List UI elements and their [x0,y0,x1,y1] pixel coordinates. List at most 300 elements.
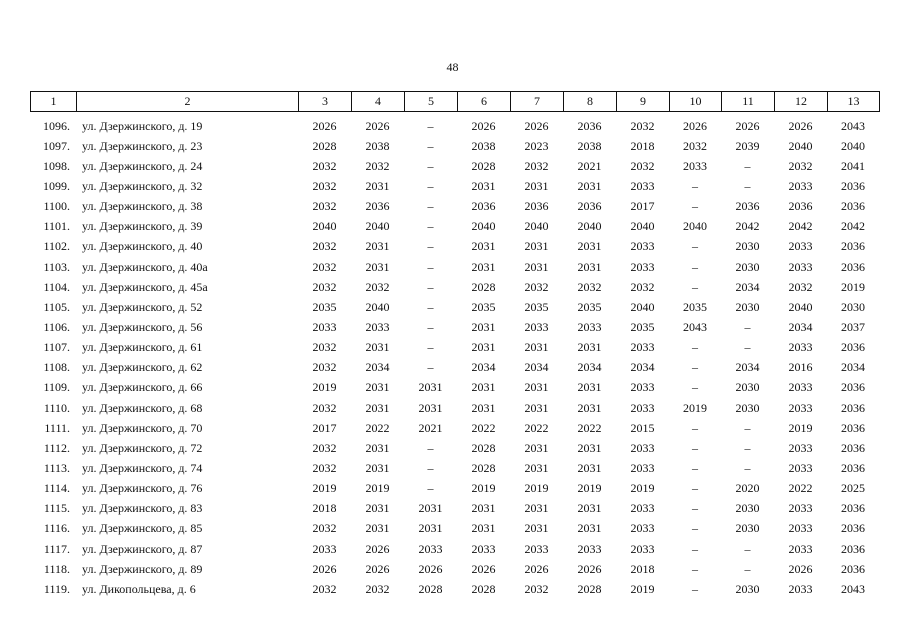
year-cell-col-10: – [692,521,698,536]
table-row [30,176,879,196]
table-row [30,338,879,358]
year-cell-col-3: 2032 [312,239,337,254]
year-cell-col-12: 2040 [788,138,813,153]
year-cell-col-4: 2031 [365,239,390,254]
row-number-cell: 1102. [43,239,70,254]
year-cell-col-10: – [692,199,698,214]
year-cell-col-4: 2032 [365,581,390,596]
row-number-cell: 1100. [43,199,70,214]
year-cell-col-8: 2028 [577,581,602,596]
year-cell-col-12: 2032 [788,158,813,173]
year-cell-col-4: 2026 [365,561,390,576]
address-cell: ул. Дзержинского, д. 40а [82,259,208,274]
year-cell-col-7: 2032 [524,581,549,596]
year-cell-col-7: 2034 [524,360,549,375]
year-cell-col-5: 2021 [418,420,443,435]
year-cell-col-12: 2026 [788,118,813,133]
address-cell: ул. Дзержинского, д. 68 [82,400,203,415]
year-cell-col-11: – [744,340,751,355]
year-cell-col-7: 2032 [524,279,549,294]
table-row [30,257,879,277]
year-cell-col-10: 2019 [683,400,707,415]
year-cell-col-4: 2032 [365,279,390,294]
year-cell-col-10: – [692,440,698,455]
year-cell-col-8: 2031 [577,440,602,455]
year-cell-col-13: 2040 [841,138,865,153]
row-number-cell: 1113. [43,460,70,475]
table-row [30,499,879,519]
year-cell-col-9: 2034 [630,360,655,375]
year-cell-col-13: 2036 [841,199,865,214]
year-cell-col-3: 2018 [312,501,337,516]
year-cell-col-11: 2034 [735,360,760,375]
year-cell-col-6: 2028 [471,279,496,294]
row-number-cell: 1104. [43,279,70,294]
year-cell-col-7: 2031 [524,400,549,415]
year-cell-col-8: 2032 [577,279,602,294]
year-cell-col-3: 2032 [312,279,337,294]
table-row [30,116,879,136]
year-cell-col-11: 2039 [735,138,760,153]
year-cell-col-12: 2033 [788,460,813,475]
year-cell-col-3: 2033 [312,541,337,556]
year-cell-col-13: 2036 [841,239,865,254]
year-cell-col-11: – [744,460,751,475]
year-cell-col-12: 2033 [788,178,813,193]
year-cell-col-9: 2015 [630,420,655,435]
table-row [30,297,879,317]
year-cell-col-9: 2035 [630,319,655,334]
table-row [30,579,879,599]
table-row [30,539,879,559]
year-cell-col-7: 2031 [524,259,549,274]
year-cell-col-8: 2031 [577,259,602,274]
address-cell: ул. Дзержинского, д. 39 [82,219,203,234]
table-row [30,438,879,458]
year-cell-col-8: 2036 [577,118,602,133]
year-cell-col-13: 2036 [841,501,865,516]
year-cell-col-13: 2036 [841,259,865,274]
row-number-cell: 1101. [43,219,70,234]
year-cell-col-13: 2036 [841,178,865,193]
year-cell-col-13: 2036 [841,340,865,355]
row-number-cell: 1097. [43,138,70,153]
year-cell-col-3: 2032 [312,521,337,536]
year-cell-col-8: 2031 [577,380,602,395]
row-number-cell: 1109. [43,380,70,395]
year-cell-col-11: 2042 [735,219,760,234]
year-cell-col-13: 2043 [841,581,865,596]
year-cell-col-12: 2033 [788,541,813,556]
year-cell-col-4: 2031 [365,380,390,395]
year-cell-col-6: 2036 [471,199,496,214]
year-cell-col-8: 2033 [577,541,602,556]
year-cell-col-8: 2019 [577,481,602,496]
year-cell-col-4: 2031 [365,340,390,355]
year-cell-col-6: 2031 [471,380,496,395]
year-cell-col-12: 2040 [788,299,813,314]
year-cell-col-7: 2031 [524,521,549,536]
header-row [31,92,880,112]
row-number-cell: 1106. [43,319,70,334]
header-cell-col-7: 7 [511,92,564,112]
year-cell-col-6: 2028 [471,158,496,173]
year-cell-col-9: 2033 [630,460,655,475]
year-cell-col-10: – [692,279,698,294]
data-table [30,116,879,599]
year-cell-col-7: 2036 [524,199,549,214]
year-cell-col-9: 2032 [630,118,655,133]
year-cell-col-5: 2031 [418,521,443,536]
table-row [30,277,879,297]
year-cell-col-4: 2031 [365,440,390,455]
year-cell-col-11: – [744,319,751,334]
year-cell-col-7: 2031 [524,340,549,355]
row-number-cell: 1117. [43,541,70,556]
year-cell-col-6: 2031 [471,501,496,516]
year-cell-col-5: – [427,279,434,294]
year-cell-col-4: 2026 [365,541,390,556]
year-cell-col-13: 2034 [841,360,865,375]
year-cell-col-7: 2019 [524,481,549,496]
year-cell-col-11: 2030 [735,239,760,254]
year-cell-col-7: 2035 [524,299,549,314]
table-row [30,398,879,418]
year-cell-col-3: 2040 [312,219,337,234]
year-cell-col-3: 2028 [312,138,337,153]
year-cell-col-11: 2030 [735,501,760,516]
year-cell-col-7: 2031 [524,178,549,193]
year-cell-col-6: 2031 [471,259,496,274]
year-cell-col-7: 2022 [524,420,549,435]
address-cell: ул. Дзержинского, д. 74 [82,460,203,475]
year-cell-col-10: 2043 [683,319,707,334]
table-row [30,136,879,156]
table-row [30,519,879,539]
year-cell-col-5: – [427,259,434,274]
year-cell-col-6: 2031 [471,400,496,415]
year-cell-col-11: 2030 [735,380,760,395]
year-cell-col-6: 2035 [471,299,496,314]
row-number-cell: 1105. [43,299,70,314]
year-cell-col-4: 2022 [365,420,390,435]
year-cell-col-3: 2026 [312,561,337,576]
year-cell-col-13: 2019 [841,279,865,294]
year-cell-col-10: – [692,501,698,516]
year-cell-col-3: 2032 [312,340,337,355]
address-cell: ул. Дзержинского, д. 87 [82,541,203,556]
year-cell-col-10: – [692,360,698,375]
year-cell-col-11: 2020 [735,481,760,496]
year-cell-col-9: 2018 [630,138,655,153]
table-row [30,559,879,579]
year-cell-col-13: 2036 [841,561,865,576]
year-cell-col-12: 2033 [788,340,813,355]
year-cell-col-11: 2030 [735,299,760,314]
year-cell-col-3: 2032 [312,178,337,193]
address-cell: ул. Дзержинского, д. 56 [82,319,203,334]
year-cell-col-4: 2036 [365,199,390,214]
year-cell-col-6: 2040 [471,219,496,234]
year-cell-col-7: 2026 [524,118,549,133]
row-number-cell: 1111. [44,420,70,435]
year-cell-col-4: 2019 [365,481,390,496]
year-cell-col-10: – [692,420,698,435]
year-cell-col-4: 2034 [365,360,390,375]
year-cell-col-13: 2036 [841,380,865,395]
year-cell-col-11: 2030 [735,259,760,274]
year-cell-col-9: 2019 [630,481,655,496]
year-cell-col-12: 2033 [788,239,813,254]
table-row [30,217,879,237]
row-number-cell: 1099. [43,178,70,193]
address-cell: ул. Дикопольцева, д. 6 [82,581,196,596]
header-cell-col-4: 4 [352,92,405,112]
year-cell-col-8: 2031 [577,400,602,415]
year-cell-col-11: – [744,541,751,556]
row-number-cell: 1103. [43,259,70,274]
year-cell-col-12: 2033 [788,440,813,455]
year-cell-col-11: 2030 [735,581,760,596]
year-cell-col-7: 2026 [524,561,549,576]
header-cell-col-9: 9 [617,92,670,112]
year-cell-col-9: 2040 [630,299,655,314]
year-cell-col-7: 2031 [524,380,549,395]
table-row [30,418,879,438]
address-cell: ул. Дзержинского, д. 85 [82,521,203,536]
year-cell-col-10: – [692,561,698,576]
address-cell: ул. Дзержинского, д. 61 [82,340,203,355]
year-cell-col-5: – [427,460,434,475]
year-cell-col-7: 2023 [524,138,549,153]
year-cell-col-5: – [427,178,434,193]
year-cell-col-11: 2030 [735,521,760,536]
header-cell-col-1: 1 [31,92,77,112]
year-cell-col-3: 2032 [312,158,337,173]
year-cell-col-6: 2019 [471,481,496,496]
year-cell-col-5: – [427,158,434,173]
year-cell-col-12: 2022 [788,481,813,496]
year-cell-col-9: 2040 [630,219,655,234]
table-row [30,358,879,378]
year-cell-col-10: – [692,541,698,556]
year-cell-col-10: 2033 [683,158,707,173]
year-cell-col-6: 2034 [471,360,496,375]
year-cell-col-5: – [427,481,434,496]
row-number-cell: 1119. [43,581,70,596]
year-cell-col-12: 2033 [788,521,813,536]
year-cell-col-7: 2031 [524,460,549,475]
year-cell-col-4: 2033 [365,319,390,334]
year-cell-col-4: 2026 [365,118,390,133]
row-number-cell: 1115. [43,501,70,516]
year-cell-col-9: 2033 [630,259,655,274]
year-cell-col-5: 2028 [418,581,443,596]
year-cell-col-11: – [744,178,751,193]
year-cell-col-5: – [427,239,434,254]
header-cell-col-12: 12 [775,92,828,112]
address-cell: ул. Дзержинского, д. 72 [82,440,203,455]
year-cell-col-7: 2033 [524,541,549,556]
address-cell: ул. Дзержинского, д. 83 [82,501,203,516]
year-cell-col-11: 2026 [735,118,760,133]
year-cell-col-12: 2033 [788,400,813,415]
year-cell-col-6: 2038 [471,138,496,153]
year-cell-col-6: 2022 [471,420,496,435]
year-cell-col-6: 2031 [471,319,496,334]
year-cell-col-10: – [692,380,698,395]
year-cell-col-10: – [692,581,698,596]
year-cell-col-12: 2032 [788,279,813,294]
year-cell-col-4: 2031 [365,259,390,274]
year-cell-col-10: – [692,178,698,193]
year-cell-col-13: 2042 [841,219,865,234]
row-number-cell: 1110. [43,400,70,415]
year-cell-col-8: 2022 [577,420,602,435]
year-cell-col-13: 2041 [841,158,865,173]
year-cell-col-5: – [427,219,434,234]
address-cell: ул. Дзержинского, д. 23 [82,138,203,153]
year-cell-col-4: 2031 [365,460,390,475]
year-cell-col-10: – [692,481,698,496]
year-cell-col-3: 2017 [312,420,337,435]
address-cell: ул. Дзержинского, д. 62 [82,360,203,375]
year-cell-col-7: 2031 [524,440,549,455]
year-cell-col-3: 2032 [312,400,337,415]
year-cell-col-8: 2031 [577,178,602,193]
year-cell-col-6: 2031 [471,239,496,254]
table-row [30,156,879,176]
year-cell-col-9: 2032 [630,158,655,173]
table-row [30,317,879,337]
year-cell-col-4: 2031 [365,400,390,415]
row-number-cell: 1118. [43,561,70,576]
year-cell-col-6: 2033 [471,541,496,556]
year-cell-col-3: 2035 [312,299,337,314]
year-cell-col-9: 2033 [630,440,655,455]
table-row [30,197,879,217]
year-cell-col-8: 2021 [577,158,602,173]
row-number-cell: 1108. [43,360,70,375]
year-cell-col-5: – [427,118,434,133]
year-cell-col-6: 2031 [471,521,496,536]
table-row [30,458,879,478]
row-number-cell: 1098. [43,158,70,173]
year-cell-col-6: 2028 [471,440,496,455]
year-cell-col-13: 2030 [841,299,865,314]
year-cell-col-13: 2036 [841,541,865,556]
row-number-cell: 1107. [43,340,70,355]
year-cell-col-7: 2040 [524,219,549,234]
year-cell-col-10: – [692,239,698,254]
year-cell-col-13: 2036 [841,521,865,536]
header-cell-col-2: 2 [77,92,299,112]
year-cell-col-6: 2026 [471,118,496,133]
year-cell-col-9: 2018 [630,561,655,576]
year-cell-col-3: 2019 [312,380,337,395]
table-row [30,237,879,257]
address-cell: ул. Дзержинского, д. 19 [82,118,203,133]
year-cell-col-11: 2036 [735,199,760,214]
row-number-cell: 1112. [43,440,70,455]
year-cell-col-6: 2026 [471,561,496,576]
address-cell: ул. Дзержинского, д. 76 [82,481,203,496]
year-cell-col-9: 2017 [630,199,655,214]
year-cell-col-3: 2019 [312,481,337,496]
year-cell-col-13: 2043 [841,118,865,133]
page-number: 48 [446,60,459,74]
year-cell-col-9: 2033 [630,178,655,193]
year-cell-col-10: – [692,259,698,274]
year-cell-col-8: 2026 [577,561,602,576]
year-cell-col-8: 2034 [577,360,602,375]
year-cell-col-9: 2033 [630,340,655,355]
header-cell-col-6: 6 [458,92,511,112]
year-cell-col-8: 2033 [577,319,602,334]
year-cell-col-10: 2032 [683,138,707,153]
year-cell-col-5: – [427,319,434,334]
year-cell-col-4: 2040 [365,299,390,314]
year-cell-col-5: 2031 [418,400,443,415]
year-cell-col-9: 2033 [630,400,655,415]
table-row [30,378,879,398]
year-cell-col-8: 2036 [577,199,602,214]
year-cell-col-12: 2034 [788,319,813,334]
address-cell: ул. Дзержинского, д. 32 [82,178,203,193]
year-cell-col-3: 2026 [312,118,337,133]
address-cell: ул. Дзержинского, д. 89 [82,561,203,576]
address-cell: ул. Дзержинского, д. 66 [82,380,203,395]
year-cell-col-4: 2031 [365,521,390,536]
year-cell-col-10: – [692,340,698,355]
year-cell-col-4: 2038 [365,138,390,153]
year-cell-col-4: 2032 [365,158,390,173]
year-cell-col-3: 2032 [312,259,337,274]
year-cell-col-5: – [427,199,434,214]
year-cell-col-4: 2031 [365,178,390,193]
year-cell-col-12: 2019 [788,420,813,435]
year-cell-col-5: – [427,138,434,153]
year-cell-col-10: – [692,460,698,475]
row-number-cell: 1096. [43,118,70,133]
year-cell-col-11: 2030 [735,400,760,415]
year-cell-col-5: – [427,299,434,314]
year-cell-col-9: 2033 [630,501,655,516]
year-cell-col-4: 2031 [365,501,390,516]
year-cell-col-8: 2031 [577,239,602,254]
year-cell-col-13: 2036 [841,460,865,475]
year-cell-col-8: 2040 [577,219,602,234]
year-cell-col-8: 2038 [577,138,602,153]
year-cell-col-3: 2032 [312,440,337,455]
year-cell-col-3: 2033 [312,319,337,334]
year-cell-col-9: 2033 [630,541,655,556]
year-cell-col-12: 2042 [788,219,813,234]
header-cell-col-5: 5 [405,92,458,112]
year-cell-col-13: 2037 [841,319,865,334]
address-cell: ул. Дзержинского, д. 52 [82,299,203,314]
year-cell-col-13: 2036 [841,440,865,455]
year-cell-col-9: 2032 [630,279,655,294]
year-cell-col-9: 2019 [630,581,655,596]
row-number-cell: 1114. [43,481,70,496]
year-cell-col-5: 2031 [418,501,443,516]
year-cell-col-11: – [744,158,751,173]
year-cell-col-11: – [744,440,751,455]
year-cell-col-10: 2035 [683,299,707,314]
year-cell-col-12: 2026 [788,561,813,576]
year-cell-col-12: 2033 [788,501,813,516]
